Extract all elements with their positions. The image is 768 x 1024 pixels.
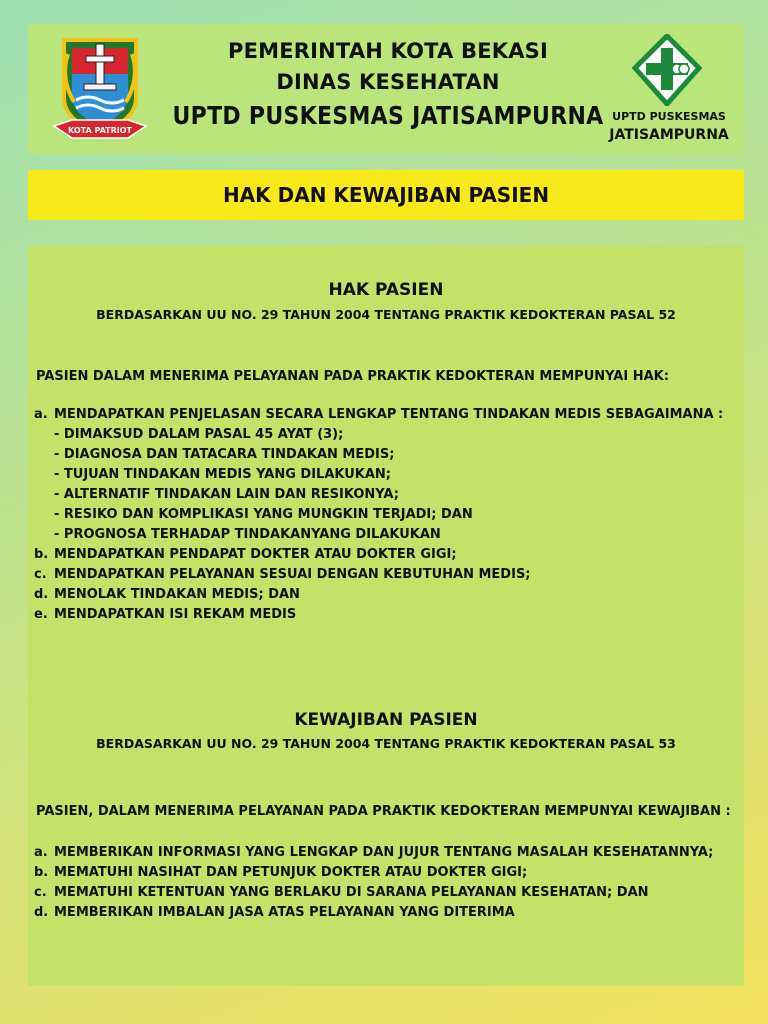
kewajiban-item <box>34 883 742 903</box>
header <box>28 24 744 154</box>
hak-item-letter: e. <box>34 607 48 622</box>
kewajiban-item <box>34 863 742 883</box>
kewajiban-item-letter: a. <box>34 845 48 860</box>
kota-bekasi-logo <box>50 34 150 146</box>
hak-subitem: - PROGNOSA TERHADAP TINDAKANYANG DILAKUKAN <box>54 527 441 542</box>
hak-title: HAK PASIEN <box>328 280 444 300</box>
hak-item-text: MENDAPATKAN PELAYANAN SESUAI DENGAN KEBUTUHAN MEDIS; <box>54 567 531 582</box>
kewajiban-item-text: MEMBERIKAN IMBALAN JASA ATAS PELAYANAN YANG DITERIMA <box>54 905 515 920</box>
kewajiban-item <box>34 843 742 863</box>
header-line-1: PEMERINTAH KOTA BEKASI <box>227 39 549 63</box>
header-title-block <box>168 36 608 136</box>
kewajiban-item-text: MEMATUHI KETENTUAN YANG BERLAKU DI SARANA PELAYANAN KESEHATAN; DAN <box>54 885 649 900</box>
hak-item <box>34 545 742 565</box>
hak-subitem: - RESIKO DAN KOMPLIKASI YANG MUNGKIN TERJADI; DAN <box>54 507 473 522</box>
city-logo-caption: KOTA PATRIOT <box>67 126 133 135</box>
puskesmas-caption-line-1: UPTD PUSKESMAS <box>612 110 726 123</box>
banner-title: HAK DAN KEWAJIBAN PASIEN <box>28 170 744 220</box>
kewajiban-title: KEWAJIBAN PASIEN <box>294 710 478 730</box>
hak-subtitle: BERDASARKAN UU NO. 29 TAHUN 2004 TENTANG PRAKTIK KEDOKTERAN PASAL 52 <box>96 307 676 322</box>
kewajiban-list <box>34 843 742 923</box>
hak-subitem: - DIMAKSUD DALAM PASAL 45 AYAT (3); <box>54 427 344 442</box>
hak-intro: PASIEN DALAM MENERIMA PELAYANAN PADA PRAKTIK KEDOKTERAN MEMPUNYAI HAK: <box>36 369 669 384</box>
kewajiban-item-letter: d. <box>34 905 49 920</box>
hak-item-letter: a. <box>34 407 48 422</box>
hak-list <box>34 405 742 625</box>
kewajiban-item-letter: b. <box>34 865 49 880</box>
kewajiban-item-letter: c. <box>34 885 47 900</box>
kewajiban-item-text: MEMATUHI NASIHAT DAN PETUNJUK DOKTER ATAU DOKTER GIGI; <box>54 865 528 880</box>
kewajiban-item <box>34 903 742 923</box>
kewajiban-item-text: MEMBERIKAN INFORMASI YANG LENGKAP DAN JUJUR TENTANG MASALAH KESEHATANNYA; <box>54 845 714 860</box>
content-panel <box>28 246 744 986</box>
hak-item-text: MENDAPATKAN PENDAPAT DOKTER ATAU DOKTER GIGI; <box>54 547 457 562</box>
hak-item-text: MENOLAK TINDAKAN MEDIS; DAN <box>54 587 300 602</box>
hak-item-letter: d. <box>34 587 49 602</box>
hak-item <box>34 605 742 625</box>
kewajiban-intro: PASIEN, DALAM MENERIMA PELAYANAN PADA PRAKTIK KEDOKTERAN MEMPUNYAI KEWAJIBAN : <box>36 804 731 819</box>
header-line-2: DINAS KESEHATAN <box>276 70 500 94</box>
kewajiban-subtitle: BERDASARKAN UU NO. 29 TAHUN 2004 TENTANG PRAKTIK KEDOKTERAN PASAL 53 <box>96 736 676 751</box>
hak-item <box>34 565 742 585</box>
hak-item-text: MENDAPATKAN ISI REKAM MEDIS <box>54 607 297 622</box>
puskesmas-caption <box>606 108 732 144</box>
hak-item-letter: c. <box>34 567 47 582</box>
header-line-3: UPTD PUSKESMAS JATISAMPURNA <box>172 102 604 131</box>
hak-subitem: - ALTERNATIF TINDAKAN LAIN DAN RESIKONYA; <box>54 487 399 502</box>
hak-item-text: MENDAPATKAN PENJELASAN SECARA LENGKAP TENTANG TINDAKAN MEDIS SEBAGAIMANA : <box>54 407 724 422</box>
puskesmas-logo <box>632 34 702 106</box>
hak-item <box>34 405 742 425</box>
hak-item-letter: b. <box>34 547 49 562</box>
hak-subitem: - TUJUAN TINDAKAN MEDIS YANG DILAKUKAN; <box>54 467 392 482</box>
puskesmas-caption-line-2: JATISAMPURNA <box>609 127 729 143</box>
hak-subitem: - DIAGNOSA DAN TATACARA TINDAKAN MEDIS; <box>54 447 395 462</box>
hak-item <box>34 585 742 605</box>
